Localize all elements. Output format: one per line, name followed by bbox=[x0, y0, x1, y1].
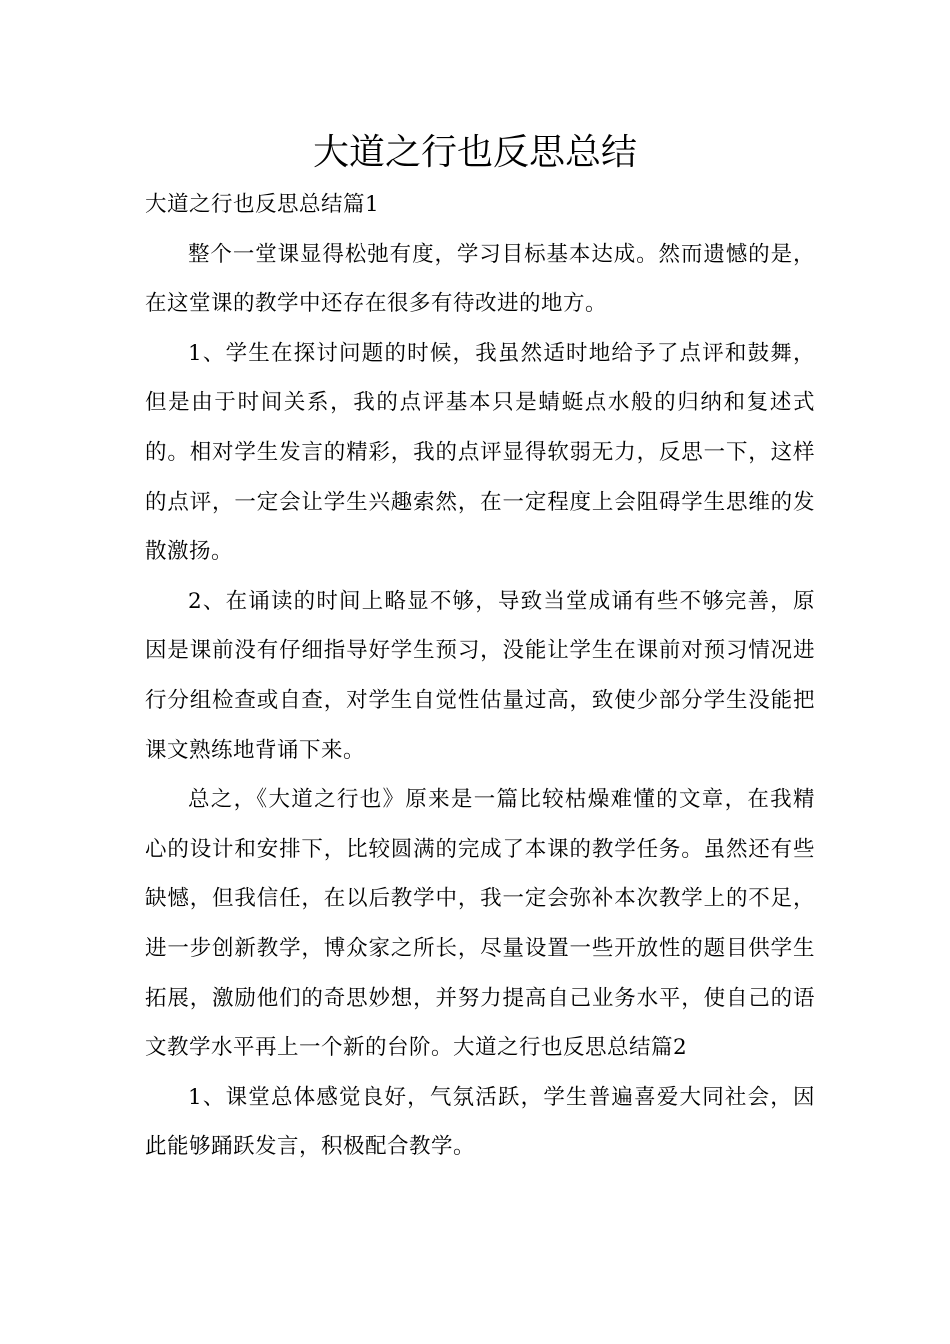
section-heading: 大道之行也反思总结篇1 bbox=[145, 192, 380, 217]
paragraph: 1、课堂总体感觉良好，气氛活跃，学生普遍喜爱大同社会，因此能够踊跃发言，积极配合教学。 bbox=[145, 1084, 815, 1160]
document-body bbox=[145, 180, 815, 1172]
document-title: 大道之行也反思总结 bbox=[312, 132, 637, 173]
paragraph: 整个一堂课显得松弛有度，学习目标基本达成。然而遗憾的是，在这堂课的教学中还存在很多有待改进的地方。 bbox=[145, 241, 815, 317]
paragraph: 2、在诵读的时间上略显不够，导致当堂成诵有些不够完善，原因是课前没有仔细指导好学生预习，没能让学生在课前对预习情况进行分组检查或自查，对学生自觉性估量过高，致使少部分学生没能把课文熟练地背诵下来。 bbox=[145, 588, 815, 763]
paragraph: 1、学生在探讨问题的时候，我虽然适时地给予了点评和鼓舞，但是由于时间关系，我的点评基本只是蜻蜓点水般的归纳和复述式的。相对学生发言的精彩，我的点评显得软弱无力，反思一下，这样的点评，一定会让学生兴趣索然，在一定程度上会阻碍学生思维的发散激扬。 bbox=[145, 340, 815, 565]
paragraph: 总之，《大道之行也》原来是一篇比较枯燥难懂的文章，在我精心的设计和安排下，比较圆满的完成了本课的教学任务。虽然还有些缺憾，但我信任，在以后教学中，我一定会弥补本次教学上的不足，进一步创新教学，博众家之所长，尽量设置一些开放性的题目供学生拓展，激励他们的奇思妙想，并努力提高自己业务水平，使自己的语文教学水平再上一个新的台阶。大道之行也反思总结篇2 bbox=[145, 787, 815, 1061]
